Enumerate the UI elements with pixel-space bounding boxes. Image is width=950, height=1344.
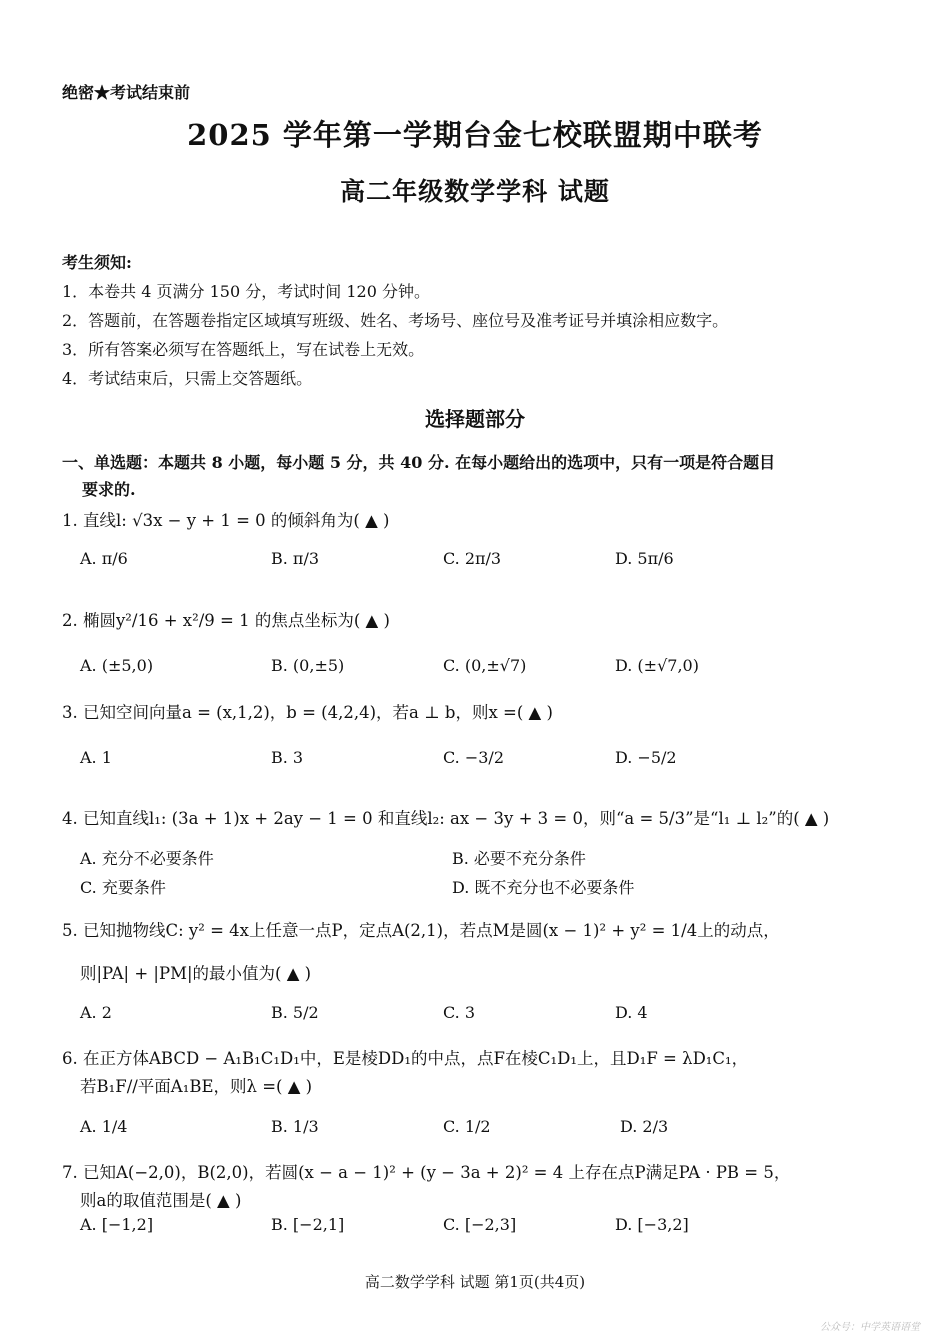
section-title: 选择题部分	[425, 407, 525, 431]
question-1-option-a: A. π/6	[80, 549, 128, 568]
watermark-text: 公众号：中学英语语堂	[820, 1322, 920, 1333]
question-1-option-d: D. 5π/6	[615, 549, 674, 568]
question-1-stem: 1. 直线l: √3x − y + 1 = 0 的倾斜角为( ▲ )	[62, 511, 390, 530]
question-4-stem: 4. 已知直线l₁: (3a + 1)x + 2ay − 1 = 0 和直线l₂: ax − 3y + 3 = 0，则“a = 5/3”是“l₁ ⊥ l₂”的( ▲ )	[62, 809, 830, 828]
question-6-option-b: B. 1/3	[271, 1117, 319, 1136]
question-2-option-d: D. (±√7,0)	[615, 656, 699, 675]
question-5-option-a: A. 2	[80, 1003, 112, 1022]
question-7-option-b: B. [−2,1]	[271, 1215, 345, 1234]
question-3-option-a: A. 1	[80, 748, 112, 767]
question-6-option-a: A. 1/4	[80, 1117, 128, 1136]
question-3-option-d: D. −5/2	[615, 748, 677, 767]
question-2-option-b: B. (0,±5)	[271, 656, 345, 675]
notice-heading: 考生须知:	[62, 253, 132, 272]
question-5-option-b: B. 5/2	[271, 1003, 319, 1022]
exam-subtitle: 高二年级数学学科 试题	[340, 177, 610, 206]
notice-item-1: 1．本卷共 4 页满分 150 分，考试时间 120 分钟。	[62, 282, 430, 301]
question-7-option-d: D. [−3,2]	[615, 1215, 689, 1234]
question-2-option-c: C. (0,±√7)	[443, 656, 527, 675]
question-5-stem-line1: 5. 已知抛物线C: y² = 4x上任意一点P，定点A(2,1)，若点M是圆(x − 1)² + y² = 1/4上的动点，	[62, 921, 780, 940]
question-7-option-a: A. [−1,2]	[80, 1215, 154, 1234]
secret-label: 绝密★考试结束前	[62, 83, 191, 102]
notice-item-3: 3．所有答案必须写在答题纸上，写在试卷上无效。	[62, 340, 425, 359]
question-2-stem: 2. 椭圆y²/16 + x²/9 = 1 的焦点坐标为( ▲ )	[62, 611, 390, 630]
question-5-option-c: C. 3	[443, 1003, 476, 1022]
notice-item-2: 2．答题前，在答题卷指定区域填写班级、姓名、考场号、座位号及准考证号并填涂相应数字。	[62, 311, 729, 330]
question-4-option-b: B. 必要不充分条件	[452, 849, 586, 868]
question-5-option-d: D. 4	[615, 1003, 648, 1022]
question-5-stem-line2: 则|PA| + |PM|的最小值为( ▲ )	[80, 964, 312, 983]
question-3-option-c: C. −3/2	[443, 748, 504, 767]
question-6-option-d: D. 2/3	[620, 1117, 669, 1136]
question-7-option-c: C. [−2,3]	[443, 1215, 517, 1234]
question-7-stem-line2: 则a的取值范围是( ▲ )	[80, 1191, 242, 1210]
part-heading	[62, 449, 892, 503]
question-2-option-a: A. (±5,0)	[80, 656, 154, 675]
page-footer: 高二数学学科 试题 第1页(共4页)	[364, 1273, 586, 1291]
exam-title: 2025 学年第一学期台金七校联盟期中联考	[187, 118, 763, 152]
question-6-stem-line1: 6. 在正方体ABCD − A₁B₁C₁D₁中，E是棱DD₁的中点，点F在棱C₁D₁上，且D₁F = λD₁C₁，	[62, 1049, 749, 1068]
question-4-option-d: D. 既不充分也不必要条件	[452, 878, 635, 897]
question-4-option-c: C. 充要条件	[80, 878, 166, 897]
question-6-stem-line2: 若B₁F//平面A₁BE，则λ =( ▲ )	[80, 1077, 313, 1096]
part-heading-line2: 要求的.	[82, 480, 136, 499]
question-7-stem-line1: 7. 已知A(−2,0)，B(2,0)，若圆(x − a − 1)² + (y − 3a + 2)² = 4 上存在点P满足PA · PB = 5，	[62, 1163, 791, 1182]
question-1-option-b: B. π/3	[271, 549, 320, 568]
question-6-option-c: C. 1/2	[443, 1117, 491, 1136]
part-heading-line1: 一、单选题：本题共 8 小题，每小题 5 分，共 40 分. 在每小题给出的选项中，只有一项是符合题目	[62, 453, 776, 472]
question-4-option-a: A. 充分不必要条件	[80, 849, 214, 868]
question-3-stem: 3. 已知空间向量a = (x,1,2)，b = (4,2,4)，若a ⊥ b，则x =( ▲ )	[62, 703, 553, 722]
question-1-option-c: C. 2π/3	[443, 549, 502, 568]
question-3-option-b: B. 3	[271, 748, 304, 767]
notice-item-4: 4．考试结束后，只需上交答题纸。	[62, 369, 313, 388]
